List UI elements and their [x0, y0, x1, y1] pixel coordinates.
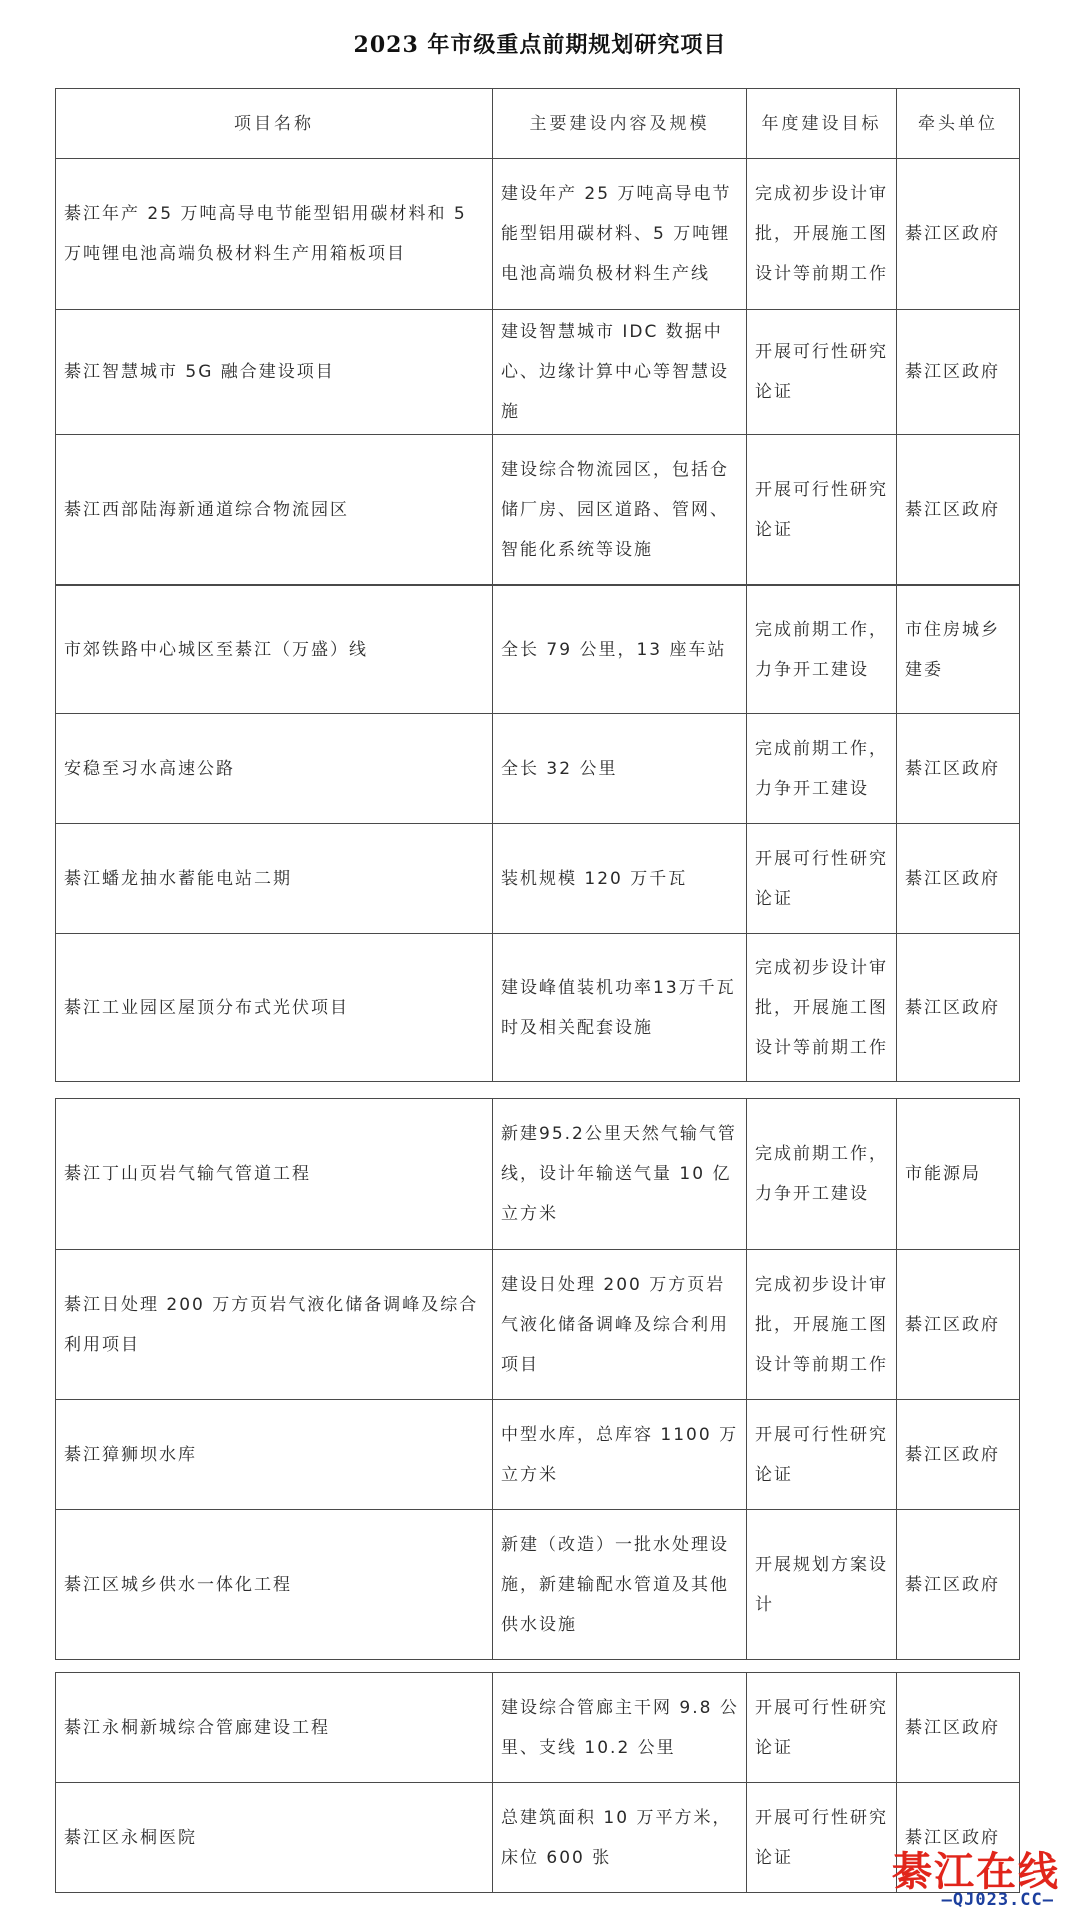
- project-name-cell: 綦江丁山页岩气输气管道工程: [56, 1099, 493, 1250]
- project-name-cell: 綦江日处理 200 万方页岩气液化储备调峰及综合利用项目: [56, 1250, 493, 1400]
- annual-goal-cell: 完成前期工作，力争开工建设: [747, 586, 897, 714]
- header-construction-scale: 主要建设内容及规模: [493, 89, 747, 159]
- lead-unit-cell: 綦江区政府: [897, 435, 1020, 585]
- annual-goal-cell: 开展可行性研究论证: [747, 1673, 897, 1783]
- lead-unit-cell: 綦江区政府: [897, 1783, 1020, 1893]
- project-name-cell: 綦江智慧城市 5G 融合建设项目: [56, 310, 493, 435]
- project-table-segment-3: [55, 1098, 1020, 1660]
- table-row: [56, 159, 1020, 310]
- annual-goal-cell: 开展可行性研究论证: [747, 310, 897, 435]
- annual-goal-cell: 完成初步设计审批，开展施工图设计等前期工作: [747, 934, 897, 1082]
- annual-goal-cell: 开展可行性研究论证: [747, 1783, 897, 1893]
- table-row: [56, 1510, 1020, 1660]
- lead-unit-cell: 綦江区政府: [897, 824, 1020, 934]
- project-name-cell: 綦江永桐新城综合管廊建设工程: [56, 1673, 493, 1783]
- construction-scale-cell: 建设综合物流园区，包括仓储厂房、园区道路、管网、智能化系统等设施: [493, 435, 747, 585]
- header-lead-unit: 牵头单位: [897, 89, 1020, 159]
- construction-scale-cell: 全长 79 公里，13 座车站: [493, 586, 747, 714]
- lead-unit-cell: 綦江区政府: [897, 1400, 1020, 1510]
- project-name-cell: 綦江蟠龙抽水蓄能电站二期: [56, 824, 493, 934]
- table-row: [56, 1673, 1020, 1783]
- annual-goal-cell: 开展可行性研究论证: [747, 824, 897, 934]
- lead-unit-cell: 綦江区政府: [897, 934, 1020, 1082]
- construction-scale-cell: 新建95.2公里天然气输气管线，设计年输送气量 10 亿立方米: [493, 1099, 747, 1250]
- table-row: [56, 586, 1020, 714]
- annual-goal-cell: 完成前期工作，力争开工建设: [747, 1099, 897, 1250]
- project-name-cell: 綦江獐狮坝水库: [56, 1400, 493, 1510]
- annual-goal-cell: 完成初步设计审批，开展施工图设计等前期工作: [747, 1250, 897, 1400]
- construction-scale-cell: 新建（改造）一批水处理设施，新建输配水管道及其他供水设施: [493, 1510, 747, 1660]
- table-row: [56, 435, 1020, 585]
- construction-scale-cell: 中型水库，总库容 1100 万立方米: [493, 1400, 747, 1510]
- table-row: [56, 310, 1020, 435]
- project-table-segment-2: [55, 585, 1020, 1082]
- lead-unit-cell: 綦江区政府: [897, 714, 1020, 824]
- project-name-cell: 安稳至习水高速公路: [56, 714, 493, 824]
- project-name-cell: 市郊铁路中心城区至綦江（万盛）线: [56, 586, 493, 714]
- table-row: [56, 1400, 1020, 1510]
- lead-unit-cell: 綦江区政府: [897, 310, 1020, 435]
- project-table-segment-1: [55, 88, 1020, 585]
- table-row: [56, 1099, 1020, 1250]
- construction-scale-cell: 建设智慧城市 IDC 数据中心、边缘计算中心等智慧设施: [493, 310, 747, 435]
- lead-unit-cell: 綦江区政府: [897, 159, 1020, 310]
- construction-scale-cell: 建设峰值装机功率13万千瓦时及相关配套设施: [493, 934, 747, 1082]
- construction-scale-cell: 总建筑面积 10 万平方米，床位 600 张: [493, 1783, 747, 1893]
- table-row: [56, 824, 1020, 934]
- annual-goal-cell: 完成初步设计审批，开展施工图设计等前期工作: [747, 159, 897, 310]
- table-header-row: [56, 89, 1020, 159]
- page-title: 2023 年市级重点前期规划研究项目: [353, 32, 727, 58]
- project-name-cell: 綦江年产 25 万吨高导电节能型铝用碳材料和 5 万吨锂电池高端负极材料生产用箱板项目: [56, 159, 493, 310]
- site-watermark-logo: [860, 1840, 1060, 1920]
- header-project-name: 项目名称: [56, 89, 493, 159]
- watermark-text: 綦江在线: [892, 1849, 1060, 1895]
- watermark-url: —QJ023.CC—: [941, 1890, 1054, 1910]
- table-row: [56, 714, 1020, 824]
- table-row: [56, 934, 1020, 1082]
- construction-scale-cell: 建设年产 25 万吨高导电节能型铝用碳材料、5 万吨锂电池高端负极材料生产线: [493, 159, 747, 310]
- lead-unit-cell: 綦江区政府: [897, 1673, 1020, 1783]
- annual-goal-cell: 开展规划方案设计: [747, 1510, 897, 1660]
- construction-scale-cell: 建设日处理 200 万方页岩气液化储备调峰及综合利用项目: [493, 1250, 747, 1400]
- construction-scale-cell: 装机规模 120 万千瓦: [493, 824, 747, 934]
- annual-goal-cell: 开展可行性研究论证: [747, 435, 897, 585]
- project-name-cell: 綦江区城乡供水一体化工程: [56, 1510, 493, 1660]
- annual-goal-cell: 完成前期工作，力争开工建设: [747, 714, 897, 824]
- construction-scale-cell: 全长 32 公里: [493, 714, 747, 824]
- lead-unit-cell: 綦江区政府: [897, 1510, 1020, 1660]
- project-name-cell: 綦江工业园区屋顶分布式光伏项目: [56, 934, 493, 1082]
- table-row: [56, 1250, 1020, 1400]
- project-name-cell: 綦江区永桐医院: [56, 1783, 493, 1893]
- construction-scale-cell: 建设综合管廊主干网 9.8 公里、支线 10.2 公里: [493, 1673, 747, 1783]
- project-name-cell: 綦江西部陆海新通道综合物流园区: [56, 435, 493, 585]
- lead-unit-cell: 市住房城乡建委: [897, 586, 1020, 714]
- annual-goal-cell: 开展可行性研究论证: [747, 1400, 897, 1510]
- lead-unit-cell: 市能源局: [897, 1099, 1020, 1250]
- lead-unit-cell: 綦江区政府: [897, 1250, 1020, 1400]
- header-annual-goal: 年度建设目标: [747, 89, 897, 159]
